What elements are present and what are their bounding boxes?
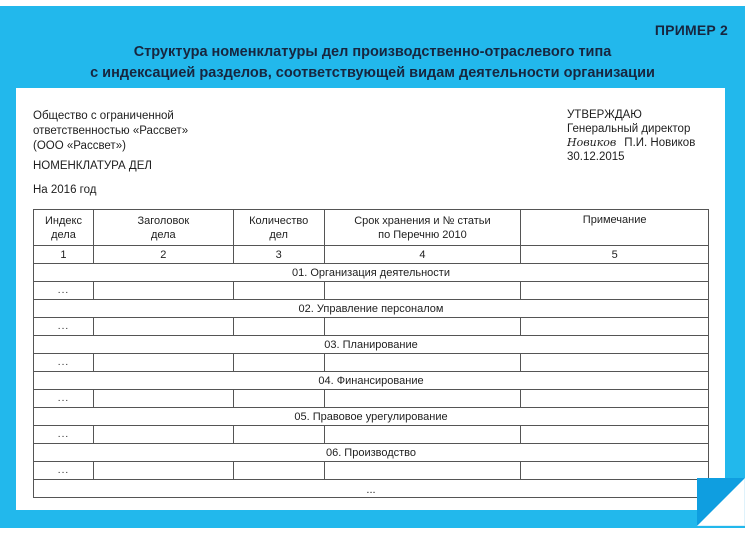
table-row bbox=[34, 354, 709, 372]
document-card bbox=[16, 88, 725, 510]
header-title: Заголовок дела bbox=[93, 210, 233, 246]
row-index: ... bbox=[34, 318, 94, 336]
title-line-2: с индексацией разделов, соответствующей видам деятельности организации bbox=[90, 65, 655, 81]
section-row bbox=[34, 300, 709, 318]
column-number: 1 bbox=[34, 246, 94, 264]
org-line-1: Общество с ограниченной bbox=[33, 110, 174, 122]
page-curl-corner-icon bbox=[697, 478, 745, 526]
row-index: ... bbox=[34, 354, 94, 372]
header-index: Индекс дела bbox=[34, 210, 94, 246]
table-row bbox=[34, 318, 709, 336]
table-row bbox=[34, 282, 709, 300]
table-row bbox=[34, 390, 709, 408]
table-header-row bbox=[34, 210, 709, 246]
nomenclature-table bbox=[33, 209, 709, 498]
header-note: Примечание bbox=[521, 210, 709, 246]
section-title: 05. Правовое урегулирование bbox=[34, 408, 709, 426]
column-number: 2 bbox=[93, 246, 233, 264]
row-index: ... bbox=[34, 462, 94, 480]
column-number: 4 bbox=[324, 246, 521, 264]
row-index: ... bbox=[34, 282, 94, 300]
header-count: Количество дел bbox=[233, 210, 324, 246]
header-retention: Срок хранения и № статьи по Перечню 2010 bbox=[324, 210, 521, 246]
section-title: 03. Планирование bbox=[34, 336, 709, 354]
approval-date: 30.12.2015 bbox=[567, 151, 625, 163]
document-title: НОМЕНКЛАТУРА ДЕЛ bbox=[33, 160, 152, 172]
section-title: 06. Производство bbox=[34, 444, 709, 462]
section-row bbox=[34, 336, 709, 354]
org-line-2: ответственностью «Рассвет» bbox=[33, 125, 189, 137]
signature: Новиков bbox=[567, 136, 617, 149]
organization-name bbox=[33, 109, 188, 154]
approval-block bbox=[567, 108, 695, 164]
final-ellipsis-row bbox=[34, 480, 709, 498]
section-row bbox=[34, 408, 709, 426]
section-row bbox=[34, 264, 709, 282]
approver-position: Генеральный директор bbox=[567, 123, 691, 135]
column-number: 5 bbox=[521, 246, 709, 264]
page-title bbox=[0, 42, 745, 84]
table-row bbox=[34, 426, 709, 444]
column-number: 3 bbox=[233, 246, 324, 264]
year-line: На 2016 год bbox=[33, 184, 97, 196]
table-row bbox=[34, 462, 709, 480]
column-number-row bbox=[34, 246, 709, 264]
row-index: ... bbox=[34, 390, 94, 408]
example-label: ПРИМЕР 2 bbox=[654, 22, 728, 38]
section-row bbox=[34, 444, 709, 462]
section-row bbox=[34, 372, 709, 390]
section-title: 02. Управление персоналом bbox=[34, 300, 709, 318]
approver-signature-line bbox=[567, 136, 695, 150]
row-index: ... bbox=[34, 426, 94, 444]
approval-label: УТВЕРЖДАЮ bbox=[567, 109, 642, 121]
section-title: 04. Финансирование bbox=[34, 372, 709, 390]
title-line-1: Структура номенклатуры дел производственно-отраслевого типа bbox=[133, 44, 612, 60]
org-line-3: (ООО «Рассвет») bbox=[33, 140, 126, 152]
section-title: 01. Организация деятельности bbox=[34, 264, 709, 282]
approver-name: П.И. Новиков bbox=[624, 137, 696, 149]
final-ellipsis: ... bbox=[34, 480, 709, 498]
